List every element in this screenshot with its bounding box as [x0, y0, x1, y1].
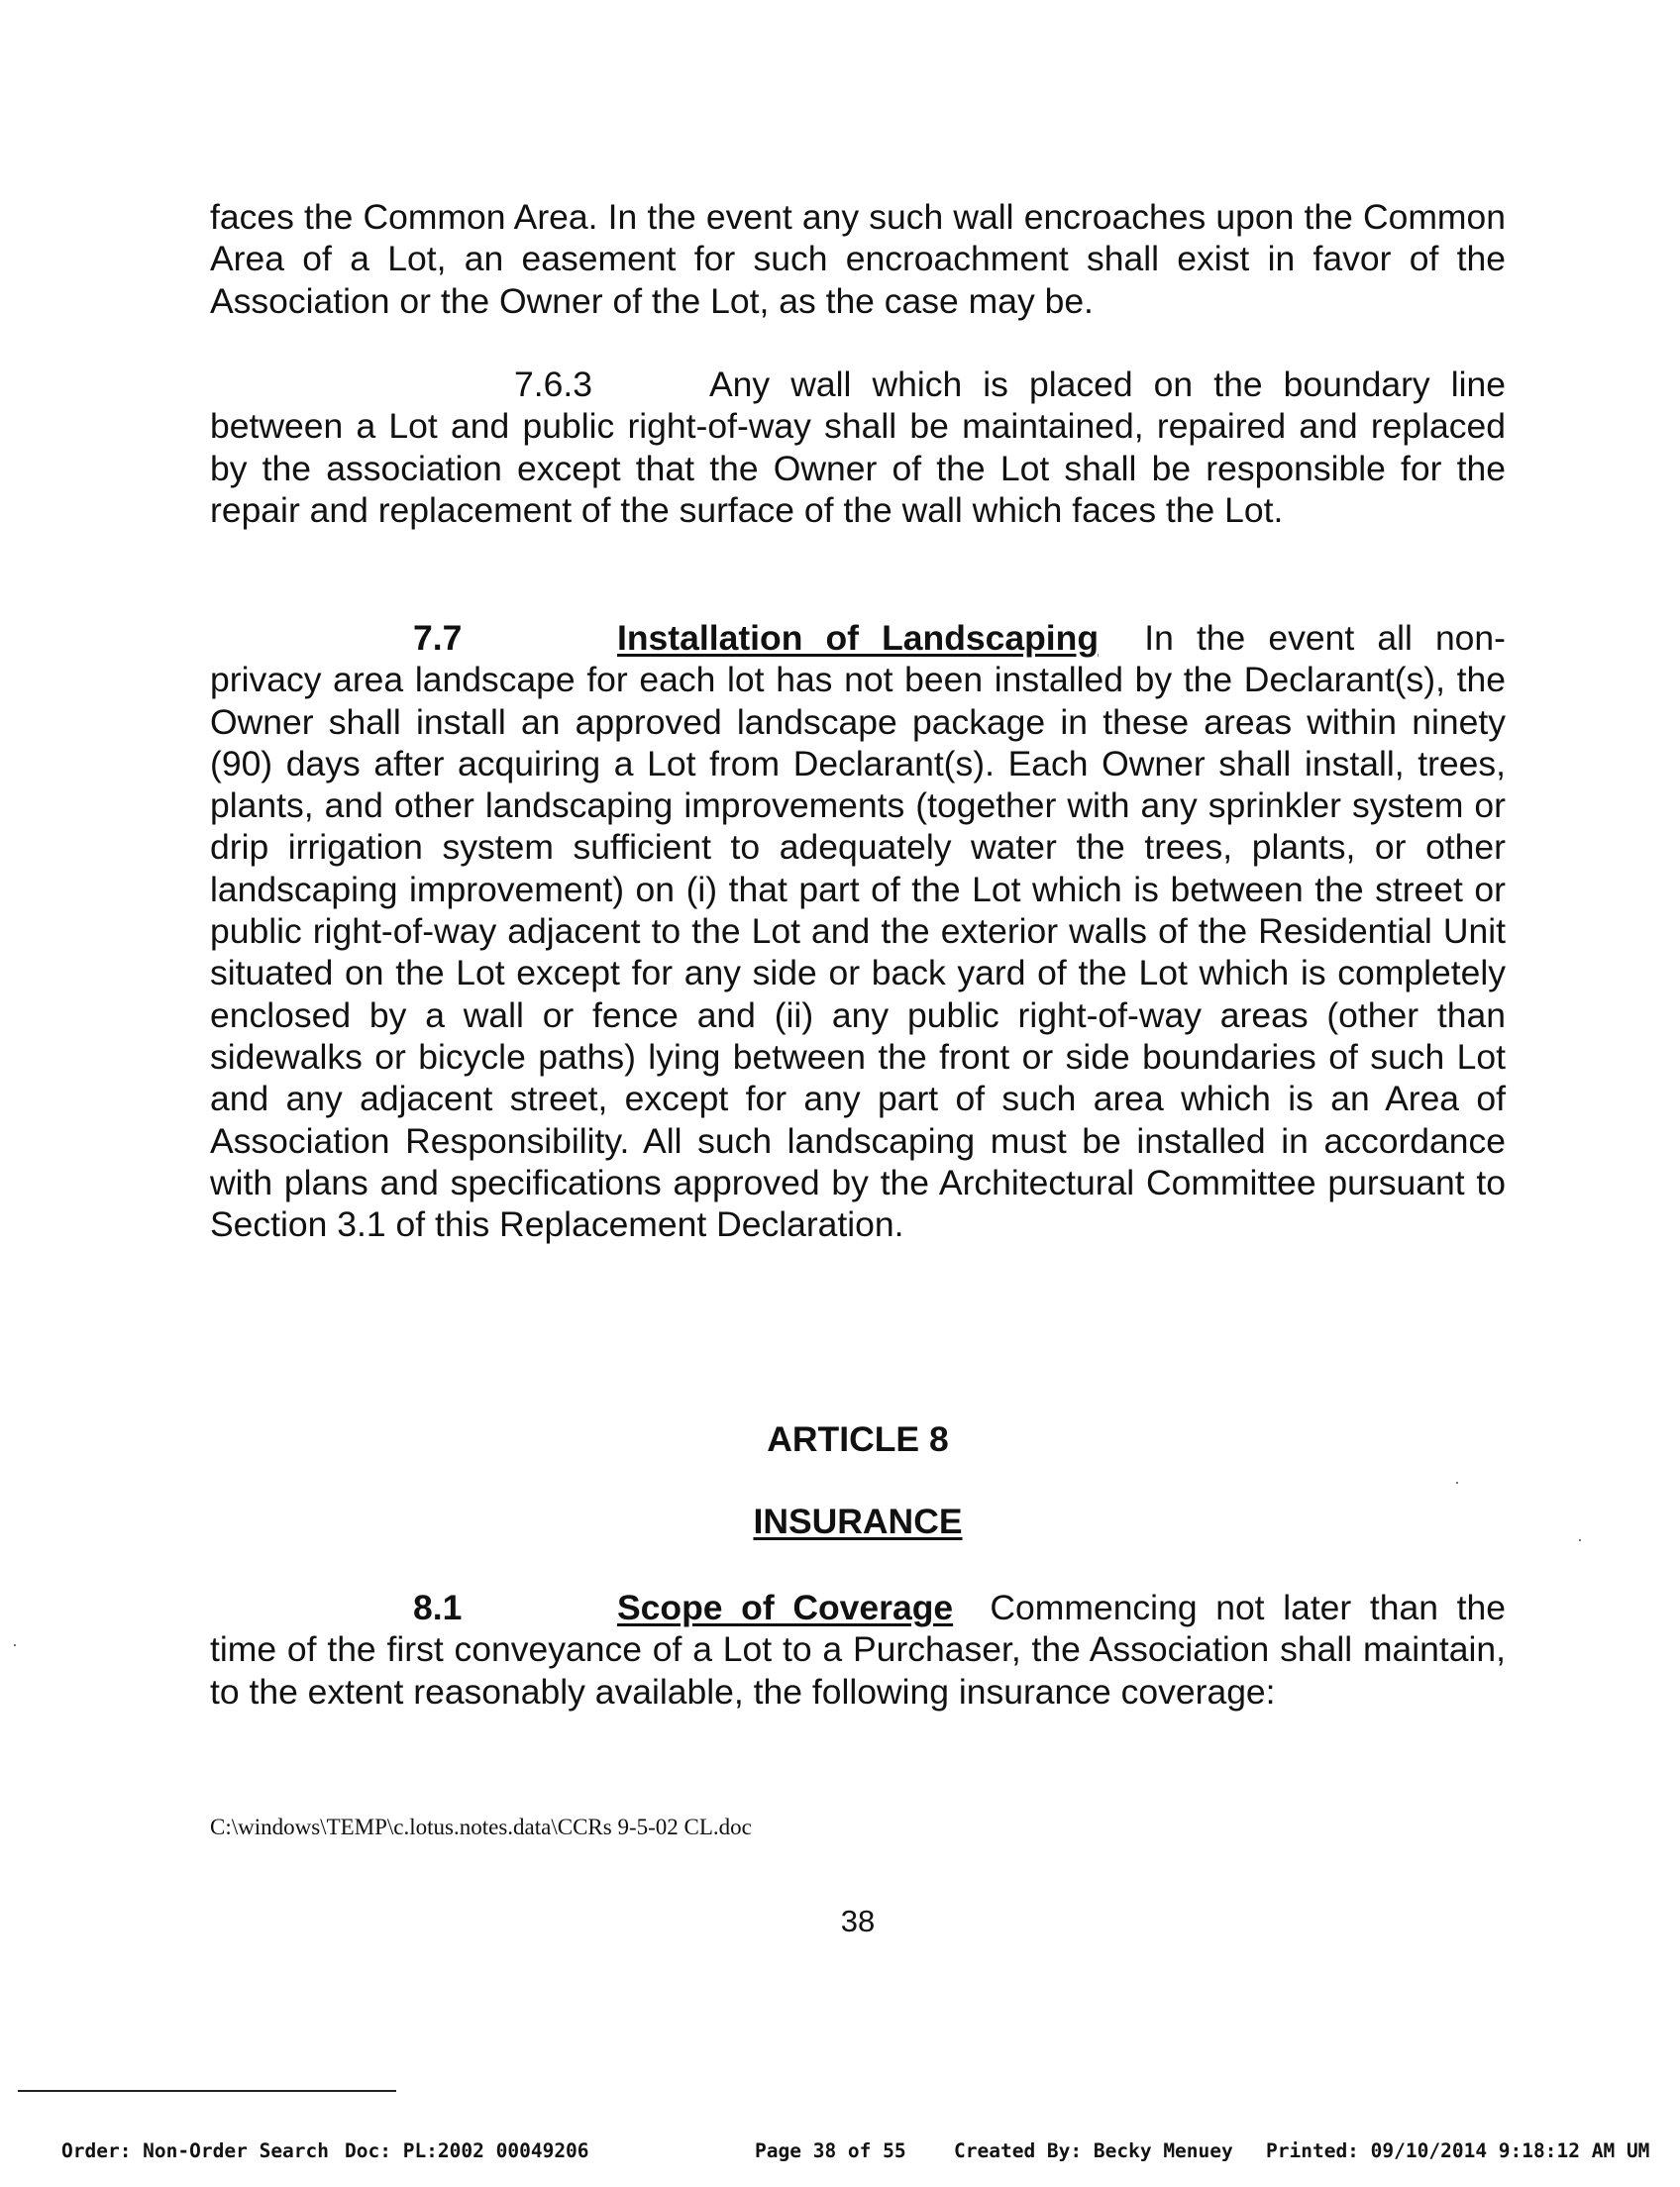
print-footer	[0, 2139, 1680, 2169]
section-text: Any wall which is placed on the boundary line between a Lot and public right-of-way shall be maintained, repaired and replaced by the association except that the Owner of the Lot shall be responsible for the repair and replacement of the surface of the wall which faces the Lot.	[210, 364, 1506, 530]
article-name-text: INSURANCE	[753, 1502, 963, 1541]
paragraph-continuation	[210, 196, 1506, 322]
footer-rule	[18, 2090, 396, 2092]
footer-printed: Printed: 09/10/2014 9:18:12 AM UM	[1266, 2139, 1650, 2162]
footer-order: Order: Non-Order Search	[61, 2139, 330, 2162]
section-7-6-3	[210, 364, 1506, 531]
section-8-1	[210, 1587, 1506, 1713]
page-number: 38	[840, 1904, 876, 1938]
article-title: ARTICLE 8	[767, 1419, 949, 1459]
section-heading: Scope of Coverage	[617, 1588, 954, 1627]
section-text: Commencing not later than the time of the first conveyance of a Lot to a Purchaser, the Association shall maintain, to the extent reasonably available, the following insurance coverage:	[210, 1588, 1506, 1712]
footer-created-by: Created By: Becky Menuey	[954, 2139, 1233, 2162]
file-path: C:\windows\TEMP\c.lotus.notes.data\CCRs 9-5-02 CL.doc	[210, 1815, 752, 1839]
section-number: 7.6.3	[514, 364, 592, 404]
section-text: In the event all non-privacy area landscape for each lot has not been installed by the Declarant(s), the Owner shall install an approved landscape package in these areas within ninety (90) days after acquiring a Lot from Declarant(s). Each Owner shall install, trees, plants, and other landscaping improvements (together with any sprinkler system or drip irrigation system sufficient to adequately water the trees, plants, or other landscaping improvement) on (i) that part of the Lot which is between the street or public right-of-way adjacent to the Lot and the exterior walls of the Residential Unit situated on the Lot except for any side or back yard of the Lot which is completely enclosed by a wall or fence and (ii) any public right-of-way areas (other than sidewalks or bicycle paths) lying between the front or side boundaries of such Lot and any adjacent street, except for any part of such area which is an Area of Association Responsibility. All such landscaping must be installed in accordance with plans and specifications approved by the Architectural Committee pursuant to Section 3.1 of this Replacement Declaration.	[210, 618, 1506, 1245]
article-name	[210, 1501, 1506, 1542]
footer-doc: Doc: PL:2002 00049206	[345, 2139, 589, 2162]
scan-speck	[1456, 1482, 1458, 1484]
section-heading: Installation of Landscaping	[617, 618, 1100, 658]
footer-page: Page 38 of 55	[755, 2139, 906, 2162]
section-number: 8.1	[413, 1588, 463, 1627]
section-7-7	[210, 617, 1506, 1245]
section-number: 7.7	[413, 618, 463, 658]
scan-speck	[1579, 1539, 1581, 1541]
continuation-text: faces the Common Area. In the event any such wall encroaches upon the Common Area of a Lot, an easement for such encroachment shall exist in favor of the Association or the Owner of the Lot, as the case may be.	[210, 197, 1506, 321]
scan-speck	[14, 1644, 16, 1646]
